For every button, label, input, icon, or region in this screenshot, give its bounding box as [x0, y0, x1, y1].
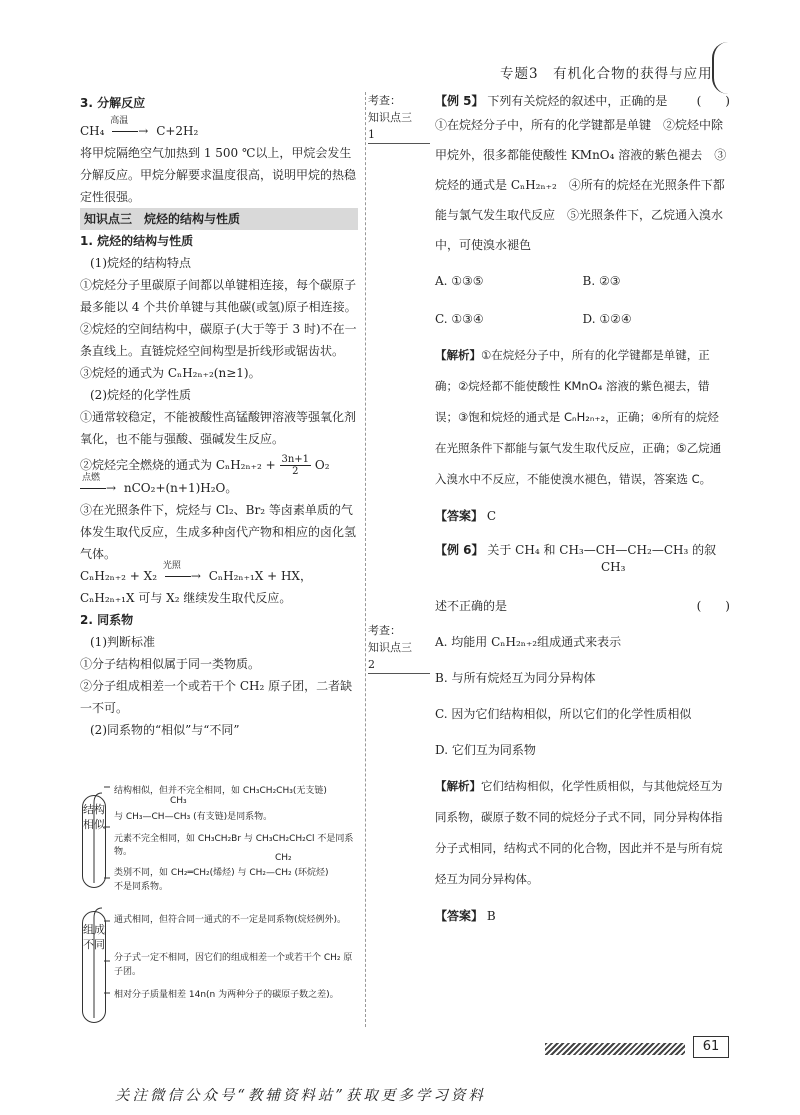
example-6-question-cont [435, 591, 730, 621]
fraction-denominator: 2 [292, 466, 299, 477]
eq-condition: 点燃 [82, 473, 101, 483]
example-6-question [435, 541, 730, 559]
option-b: B. 与所有烷烃互为同分异构体 [435, 671, 596, 685]
note-index: 1 [368, 128, 375, 141]
example-5-options [435, 304, 730, 334]
question-text: 下列有关烷烃的叙述中，正确的是 [487, 94, 668, 108]
example-5-explanation [435, 340, 730, 495]
explanation-label: 【解析】 [435, 779, 481, 793]
page-header-title: 专题3 有机化合物的获得与应用 [500, 66, 713, 82]
note-topic: 知识点三 [368, 111, 412, 124]
decomposition-equation [80, 116, 358, 142]
paragraph: ②分子组成相差一个或若干个 CH₂ 原子团，二者缺一不可。 [80, 679, 353, 715]
example-label: 【例 6】 [435, 543, 484, 557]
explanation-text: 它们结构相似，化学性质相似，与其他烷烃互为同系物，碳原子数不同的烷烃分子式不同，同分异构体指分子式相同，结构式不同的化合物，因此并不是与所有烷烃互为同分异构体。 [435, 779, 723, 886]
row-mass: 相对分子质量相差 14n(n 为两种分子的碳原子数之差)。 [114, 990, 339, 1000]
row-formula: 通式相同，但符合同一通式的不一定是同系物(烷烃例外)。 [114, 915, 347, 925]
answer-blank: ( ) [696, 94, 730, 108]
paragraph: CₙH₂ₙ₊₁X 可与 X₂ 继续发生取代反应。 [80, 591, 292, 605]
option-d: D. 它们互为同系物 [435, 743, 536, 757]
example-5-body: ①在烷烃分子中，所有的化学键都是单键 ②烷烃中除甲烷外，很多都能使酸性 KMnO₄ 溶液的紫色褪去 ③烷烃的通式是 CₙH₂ₙ₊₂ ④所有的烷烃在光照条件下都能与氯气发生取代反应 ⑤光照条件下，乙烷通入溴水中，可使溴水褪色 [435, 118, 727, 252]
sub-heading: (1)烷烃的结构特点 [90, 256, 191, 270]
note-topic: 知识点三 [368, 641, 412, 654]
explanation-label: 【解析】 [435, 348, 481, 362]
paragraph: ③在光照条件下，烷烃与 Cl₂、Br₂ 等卤素单质的气体发生取代反应，生成多种卤代产物和相应的卤化氢气体。 [80, 503, 357, 561]
option-c: C. 因为它们结构相似，所以它们的化学性质相似 [435, 707, 692, 721]
eq-product: C+2H₂ [156, 124, 199, 138]
formula-part: nCO₂+(n+1)H₂O。 [123, 481, 238, 495]
explanation-text: ①在烷烃分子中，所有的化学键都是单键，正确；②烷烃都不能使酸性 KMnO₄ 溶液的紫色褪去，错误；③饱和烷烃的通式是 CₙH₂ₙ₊₂，正确；④所有的烷烃在光照条件下都能与氯气发生取代反应，正确；⑤乙烷通入溴水中不反应，不能使溴水褪色，错误，答案选 C。 [435, 348, 722, 486]
ring-ch2: CH₂ [275, 853, 292, 863]
section-2-title: 2. 同系物 [80, 613, 134, 627]
row-category: 类别不同，如 CH₂═CH₂(烯烃) 与 CH₂—CH₂ (环烷烃) [114, 868, 329, 878]
margin-note-2 [368, 622, 430, 674]
example-5-question [435, 92, 730, 110]
sub-heading: (2)同系物的“相似”与“不同” [90, 723, 240, 737]
fraction-numerator: 3n+1 [281, 454, 310, 465]
option-a: A. 均能用 CₙH₂ₙ₊₂组成通式来表示 [435, 635, 622, 649]
question-text: 关于 CH₄ 和 CH₃—CH—CH₂—CH₃ 的叙 [487, 543, 717, 557]
sub-heading: (2)烷烃的化学性质 [90, 388, 191, 402]
sub-heading: (1)判断标准 [90, 635, 155, 649]
section-1-title: 1. 烷烃的结构与性质 [80, 234, 194, 248]
formula-part: ②烷烃完全燃烧的通式为 CₙH₂ₙ₊₂ + [80, 458, 276, 472]
option-b: B. ②③ [582, 274, 621, 288]
row-molecular: 分子式一定不相同，因它们的组成相差一个或若干个 CH₂ 原子团。 [114, 953, 353, 977]
example-5-options [435, 266, 730, 296]
paragraph: ①通常较稳定，不能被酸性高锰酸钾溶液等强氧化剂氧化，也不能与强酸、强碱发生反应。 [80, 410, 357, 446]
page-number: 61 [693, 1036, 729, 1058]
example-5-answer [435, 501, 730, 531]
paragraph: ①分子结构相似属于同一类物质。 [80, 657, 261, 671]
paragraph: ①烷烃分子里碳原子间都以单键相连接，每个碳原子最多能以 4 个共价单键与其他碳(或氢)原子相连接。 [80, 278, 357, 314]
knowledge-point-heading: 知识点三 烷烃的结构与性质 [80, 208, 358, 230]
answer-value: B [486, 909, 496, 923]
option-d: D. ①②④ [582, 312, 632, 326]
paragraph: ③烷烃的通式为 CₙH₂ₙ₊₂(n≥1)。 [80, 366, 261, 380]
example-6-answer [435, 901, 730, 931]
answer-blank: ( ) [696, 599, 730, 613]
oval-different: 组成不同 [82, 911, 106, 1023]
answer-label: 【答案】 [435, 909, 484, 923]
eq-arrow: 高温 → [108, 120, 152, 142]
row-elements: 元素不完全相同，如 CH₃CH₂Br 与 CH₃CH₂CH₂Cl 不是同系物。 [114, 834, 354, 857]
left-column [80, 92, 358, 741]
eq-reactant: CH₄ [80, 124, 105, 138]
combustion-products [80, 473, 358, 499]
substitution-equation [80, 561, 358, 587]
formula-part: O₂ [314, 458, 330, 472]
example-label: 【例 5】 [435, 94, 484, 108]
row-category-b: 不是同系物。 [114, 882, 169, 892]
right-column [435, 92, 730, 931]
homolog-concept-diagram [80, 783, 360, 1028]
branch-ch3: CH₃ [170, 796, 187, 806]
margin-note-1 [368, 92, 430, 144]
section-3-title: 3. 分解反应 [80, 96, 146, 110]
header-brace [712, 42, 730, 94]
combustion-formula [80, 454, 358, 477]
note-label: 考查： [368, 94, 401, 107]
footer-note: 关注微信公众号“教辅资料站”获取更多学习资料 [115, 1088, 486, 1104]
fraction [280, 454, 312, 477]
eq-arrow: 点燃 → [80, 477, 120, 499]
note-index: 2 [368, 658, 375, 671]
question-text: 述不正确的是 [435, 599, 508, 613]
eq-arrow: 光照 → [161, 565, 205, 587]
example-6-explanation [435, 771, 730, 895]
note-label: 考查： [368, 624, 401, 637]
paragraph: ②烷烃的空间结构中，碳原子(大于等于 3 时)不在一条直线上。直链烷烃空间构型是折线形或锯齿状。 [80, 322, 357, 358]
eq-condition: 光照 [162, 561, 181, 571]
column-divider [365, 92, 366, 1027]
answer-label: 【答案】 [435, 509, 484, 523]
branch-ch3: CH₃ [601, 560, 626, 574]
eq-condition: 高温 [110, 116, 129, 126]
option-a: A. ①③⑤ [435, 274, 484, 288]
row-structure-b: 与 CH₃—CH—CH₃ (有支链)是同系物。 [114, 812, 273, 822]
page-decor-bar [545, 1043, 685, 1055]
oval-similar: 结构相似 [82, 795, 106, 888]
section-3-text: 将甲烷隔绝空气加热到 1 500 ℃以上，甲烷会发生分解反应。甲烷分解要求温度很高，说明甲烷的热稳定性很强。 [80, 146, 357, 204]
answer-value: C [486, 509, 497, 523]
formula-part: CₙH₂ₙ₊₁X + HX， [208, 569, 312, 583]
branch-methyl [435, 559, 730, 575]
row-structure: 结构相似，但并不完全相同，如 CH₃CH₂CH₃(无支链) [114, 786, 327, 796]
option-c: C. ①③④ [435, 312, 484, 326]
formula-part: CₙH₂ₙ₊₂ + X₂ [80, 569, 158, 583]
